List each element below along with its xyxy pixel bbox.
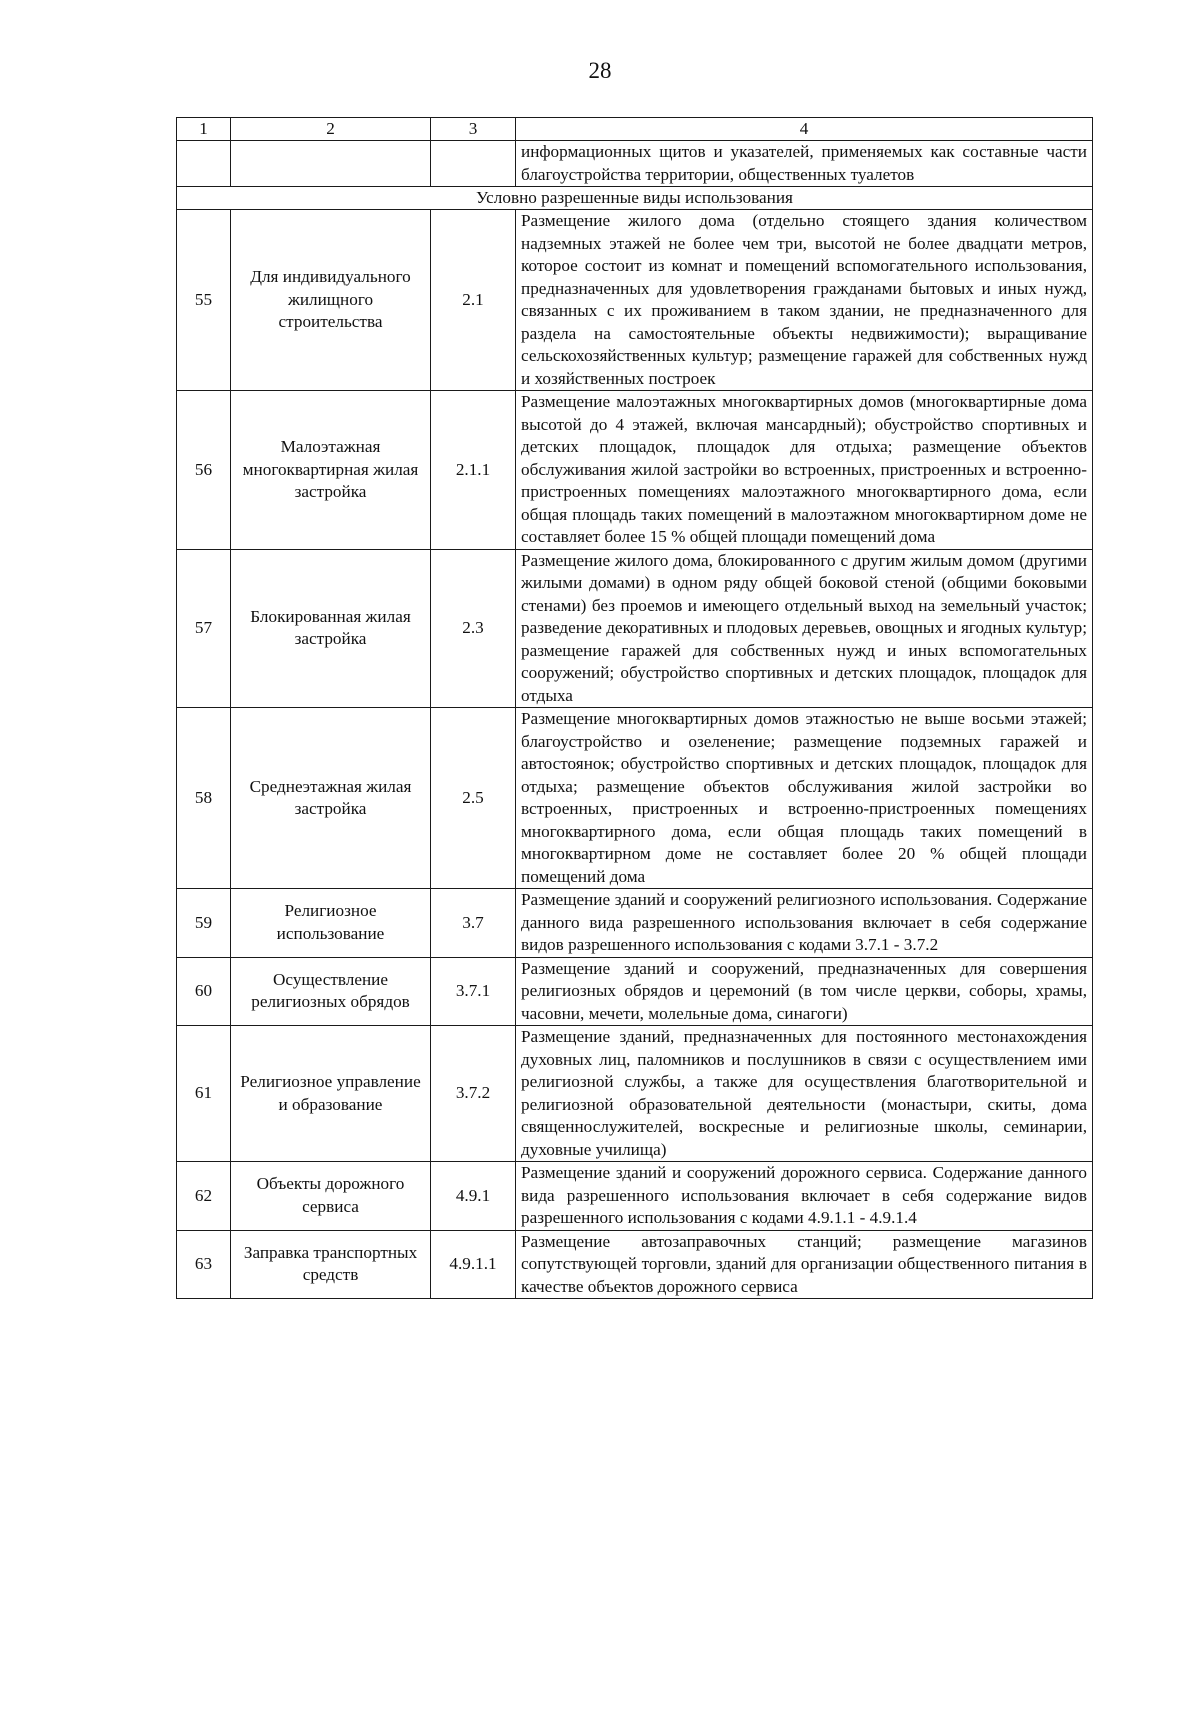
row-number: 57: [177, 549, 231, 708]
row-use-name: Среднеэтажная жилая застройка: [231, 708, 431, 889]
row-number: 62: [177, 1162, 231, 1231]
table-header-row: [177, 118, 1093, 141]
row-number: 58: [177, 708, 231, 889]
table-row: [177, 1162, 1093, 1231]
continuation-name-cell: [231, 141, 431, 187]
row-use-code: 3.7.1: [431, 957, 516, 1026]
row-use-code: 3.7.2: [431, 1026, 516, 1162]
continuation-text: информационных щитов и указателей, применяемых как составные части благоустройства территории, общественных туалетов: [516, 141, 1093, 187]
column-header-1: 1: [177, 118, 231, 141]
row-use-code: 4.9.1: [431, 1162, 516, 1231]
row-number: 63: [177, 1230, 231, 1299]
row-use-description: Размещение малоэтажных многоквартирных домов (многоквартирные дома высотой до 4 этажей, включая мансардный); обустройство спортивных и детских площадок, площадок для отдыха; размещение объектов обслуживания жилой застройки во встроенных, пристроенных и встроенно-пристроенных помещениях малоэтажного многоквартирного дома, если общая площадь таких помещений в малоэтажном многоквартирном доме не составляет более 15 % общей площади помещений дома: [516, 391, 1093, 550]
row-use-description: Размещение зданий и сооружений религиозного использования. Содержание данного вида разрешенного использования включает в себя содержание видов разрешенного использования с кодами 3.7.1 - 3.7.2: [516, 889, 1093, 958]
column-header-4: 4: [516, 118, 1093, 141]
table-row: [177, 957, 1093, 1026]
table-row: [177, 549, 1093, 708]
table-row: [177, 210, 1093, 391]
table-rows: [177, 210, 1093, 1299]
row-number: 56: [177, 391, 231, 550]
row-use-name: Малоэтажная многоквартирная жилая застройка: [231, 391, 431, 550]
row-use-description: Размещение зданий и сооружений дорожного сервиса. Содержание данного вида разрешенного использования включает в себя содержание видов разрешенного использования с кодами 4.9.1.1 - 4.9.1.4: [516, 1162, 1093, 1231]
row-use-name: Религиозное управление и образование: [231, 1026, 431, 1162]
row-use-code: 2.3: [431, 549, 516, 708]
row-use-name: Заправка транспортных средств: [231, 1230, 431, 1299]
table-row: [177, 1026, 1093, 1162]
row-use-name: Блокированная жилая застройка: [231, 549, 431, 708]
row-use-name: Осуществление религиозных обрядов: [231, 957, 431, 1026]
continuation-code-cell: [431, 141, 516, 187]
row-use-code: 2.1.1: [431, 391, 516, 550]
row-use-description: Размещение многоквартирных домов этажностью не выше восьми этажей; благоустройство и озеленение; размещение подземных гаражей и автостоянок; обустройство спортивных и детских площадок, площадок для отдыха; размещение объектов обслуживания жилой застройки во встроенных, пристроенных и встроенно-пристроенных помещениях многоквартирного дома, если общая площадь таких помещений в многоквартирном доме не составляет более 20 % общей площади помещений дома: [516, 708, 1093, 889]
section-row: [177, 187, 1093, 210]
row-use-code: 3.7: [431, 889, 516, 958]
table-row: [177, 1230, 1093, 1299]
row-use-name: Для индивидуального жилищного строительства: [231, 210, 431, 391]
row-use-description: Размещение жилого дома, блокированного с другим жилым домом (другими жилыми домами) в одном ряду общей боковой стеной (общими боковыми стенами) без проемов и имеющего отдельный выход на земельный участок; разведение декоративных и плодовых деревьев, овощных и ягодных культур; размещение гаражей для собственных нужд и иных вспомогательных сооружений; обустройство спортивных и детских площадок, площадок для отдыха: [516, 549, 1093, 708]
row-use-code: 4.9.1.1: [431, 1230, 516, 1299]
table-row: [177, 889, 1093, 958]
column-header-3: 3: [431, 118, 516, 141]
table-row: [177, 708, 1093, 889]
section-title: Условно разрешенные виды использования: [177, 187, 1093, 210]
table-row: [177, 391, 1093, 550]
continuation-num-cell: [177, 141, 231, 187]
row-use-description: Размещение жилого дома (отдельно стоящего здания количеством надземных этажей не более чем три, высотой не более двадцати метров, которое состоит из комнат и помещений вспомогательного использования, предназначенных для удовлетворения гражданами бытовых и иных нужд, связанных с их проживанием в таком здании, не предназначенного для раздела на самостоятельные объекты недвижимости); выращивание сельскохозяйственных культур; размещение гаражей для собственных нужд и хозяйственных построек: [516, 210, 1093, 391]
continuation-row: [177, 141, 1093, 187]
row-use-name: Религиозное использование: [231, 889, 431, 958]
row-use-code: 2.5: [431, 708, 516, 889]
row-use-description: Размещение автозаправочных станций; размещение магазинов сопутствующей торговли, зданий для организации общественного питания в качестве объектов дорожного сервиса: [516, 1230, 1093, 1299]
row-number: 61: [177, 1026, 231, 1162]
row-use-name: Объекты дорожного сервиса: [231, 1162, 431, 1231]
row-number: 55: [177, 210, 231, 391]
row-use-description: Размещение зданий и сооружений, предназначенных для совершения религиозных обрядов и церемоний (в том числе церкви, соборы, храмы, часовни, мечети, молельные дома, синагоги): [516, 957, 1093, 1026]
row-use-description: Размещение зданий, предназначенных для постоянного местонахождения духовных лиц, паломников и послушников в связи с осуществлением ими религиозной службы, а также для осуществления благотворительной и религиозной образовательной деятельности (монастыри, скиты, дома священнослужителей, воскресные и религиозные школы, семинарии, духовные училища): [516, 1026, 1093, 1162]
land-use-table: [176, 117, 1093, 1299]
row-number: 60: [177, 957, 231, 1026]
page-number: 28: [588, 58, 612, 83]
row-use-code: 2.1: [431, 210, 516, 391]
row-number: 59: [177, 889, 231, 958]
column-header-2: 2: [231, 118, 431, 141]
